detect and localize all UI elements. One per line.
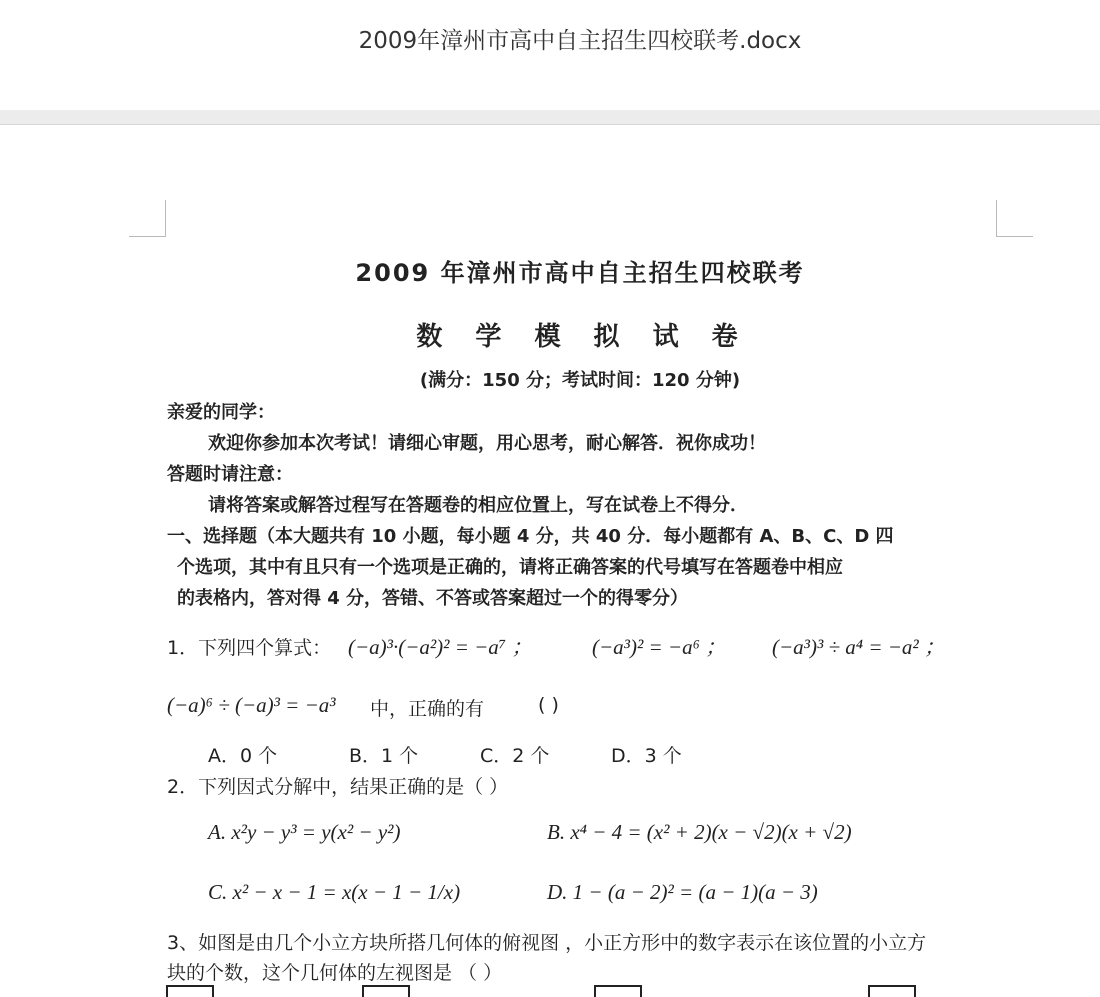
q1-expr3: (−a³)³ ÷ a⁴ = −a² ； [772, 635, 945, 659]
q1-option-b: B．1 个 [349, 745, 419, 767]
notice-heading: 答题时请注意： [167, 464, 293, 485]
figure-box-b [362, 985, 410, 997]
exam-title: 2009 年漳州市高中自主招生四校联考 [355, 259, 805, 287]
q2-option-a: A. x²y − y³ = y(x² − y²) [208, 820, 401, 844]
exam-subtitle: 数 学 模 拟 试 卷 [416, 322, 750, 352]
toolbar-separator [0, 110, 1100, 125]
q3-line2: 块的个数，这个几何体的左视图是 （ ） [167, 962, 503, 984]
q1-expr2: (−a³)² = −a⁶ ； [592, 635, 727, 659]
q2-option-d: D. 1 − (a − 2)² = (a − 1)(a − 3) [547, 880, 818, 904]
section1-line1: 一、选择题（本大题共有 10 小题，每小题 4 分，共 40 分．每小题都有 A、B、C、D 四 [167, 526, 894, 547]
q1-expr1: (−a)³·(−a²)² = −a⁷ ； [348, 635, 533, 659]
margin-corner-top-right [996, 200, 1033, 237]
q2-stem: 2．下列因式分解中，结果正确的是（ ） [167, 776, 509, 798]
q1-option-c: C．2 个 [480, 745, 550, 767]
section1-line3: 的表格内，答对得 4 分，答错、不答或答案超过一个的得零分） [177, 588, 689, 609]
q1-answer-blank: ( ) [538, 694, 559, 716]
notice-text: 请将答案或解答过程写在答题卷的相应位置上，写在试卷上不得分． [208, 495, 748, 516]
q2-option-c: C. x² − x − 1 = x(x − 1 − 1/x) [208, 880, 461, 904]
greeting: 亲爱的同学： [167, 402, 275, 423]
q3-line1: 3、如图是由几个小立方块所搭几何体的俯视图 ，小正方形中的数字表示在该位置的小立方 [167, 932, 927, 954]
margin-corner-top-left [129, 200, 166, 237]
section1-line2: 个选项，其中有且只有一个选项是正确的，请将正确答案的代号填写在答题卷中相应 [177, 557, 843, 578]
q1-option-d: D．3 个 [611, 745, 682, 767]
title-bar [0, 0, 1100, 110]
welcome-text: 欢迎你参加本次考试！请细心审题，用心思考，耐心解答．祝你成功！ [208, 433, 766, 454]
document-title: 2009年漳州市高中自主招生四校联考.docx [358, 28, 802, 54]
q1-prefix: 1．下列四个算式： [167, 637, 332, 659]
q2-option-b: B. x⁴ − 4 = (x² + 2)(x − √2)(x + √2) [547, 820, 852, 844]
q1-suffix: 中，正确的有 [370, 698, 485, 720]
q1-expr4: (−a)⁶ ÷ (−a)³ = −a³ [167, 693, 336, 717]
score-info: (满分：150 分；考试时间：120 分钟) [419, 370, 741, 391]
figure-box-d [868, 985, 916, 997]
figure-box-a [166, 985, 214, 997]
q1-option-a: A．0 个 [208, 745, 278, 767]
figure-box-c [594, 985, 642, 997]
